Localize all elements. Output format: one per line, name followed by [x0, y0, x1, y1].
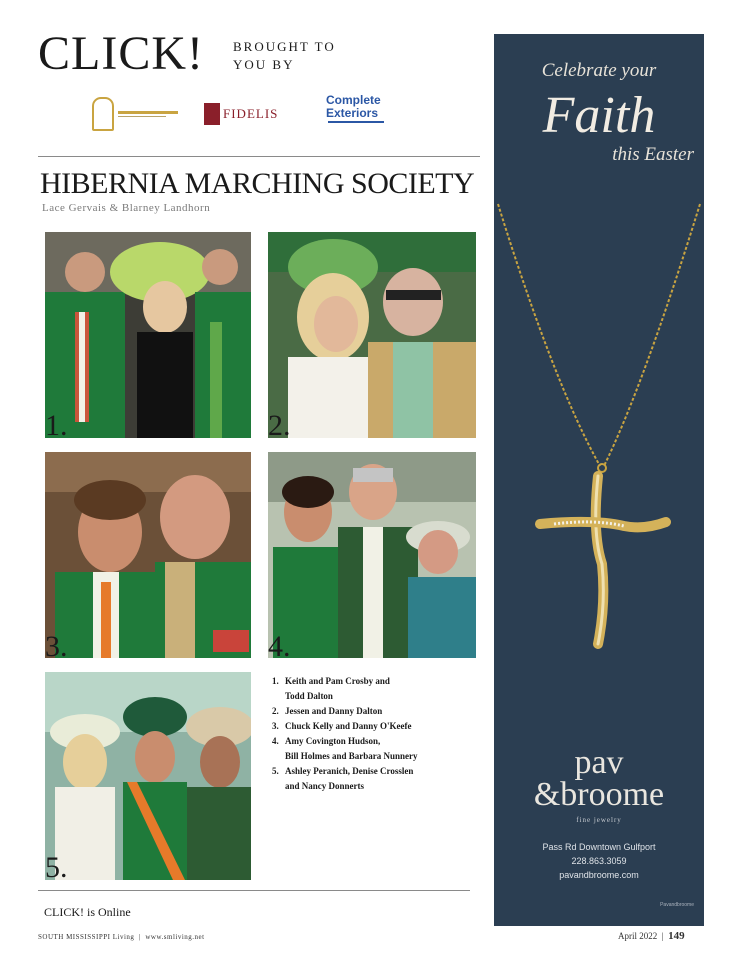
caption-item: 5. Ashley Peranich, Denise Crosslen [272, 766, 414, 776]
photo-1-number: 1. [45, 409, 68, 442]
caption-item: and Nancy Donnerts [285, 781, 365, 791]
caption-item: Todd Dalton [285, 691, 333, 701]
sponsor-exteriors-name: Exteriors [326, 106, 379, 120]
ad-tagline: fine jewelry [576, 816, 622, 824]
photo-captions [272, 674, 472, 794]
tooth-logo-icon [92, 97, 114, 131]
sponsor-complete-exteriors-logo[interactable] [326, 94, 411, 134]
fidelis-logo-icon [204, 103, 220, 125]
photo-3-number: 3. [45, 630, 68, 663]
pav-broome-advertisement[interactable] [494, 34, 704, 926]
ad-headline-3: this Easter [612, 144, 694, 165]
brought-line-1: BROUGHT TO [233, 39, 336, 54]
caption-item: 3. Chuck Kelly and Danny O'Keefe [272, 721, 412, 731]
page-number: 149 [668, 930, 685, 942]
footer-publication: SOUTH MISSISSIPPI Living | www.smliving.net [38, 933, 205, 941]
cross-necklace-icon [494, 184, 704, 704]
footer-issue: April 2022 | 149 [618, 930, 685, 942]
caption-item: 1. Keith and Pam Crosby and [272, 676, 390, 686]
ad-fine-print: Pavandbroome [660, 902, 694, 908]
complete-exteriors-logo-icon [326, 120, 386, 128]
caption-item: Bill Holmes and Barbara Nunnery [285, 751, 418, 761]
publication-website[interactable]: www.smliving.net [145, 933, 205, 941]
publication-name: SOUTH MISSISSIPPI Living [38, 933, 135, 941]
ad-brand-broome: &broome [533, 776, 665, 813]
sponsor-fidelis-name: FIDELIS [223, 106, 279, 121]
ad-website[interactable]: pavandbroome.com [559, 870, 639, 880]
ad-phone[interactable]: 228.863.3059 [571, 856, 627, 866]
caption-item: 2. Jessen and Danny Dalton [272, 706, 383, 716]
bottom-divider [38, 890, 470, 891]
caption-item: 4. Amy Covington Hudson, [272, 736, 381, 746]
brought-to-you-by [233, 38, 363, 74]
photographer-credit: Lace Gervais & Blarney Landhorn [42, 202, 211, 214]
issue-date: April 2022 [618, 931, 658, 941]
ad-address: Pass Rd Downtown Gulfport [542, 842, 656, 852]
sponsor-dental-name [118, 108, 180, 120]
click-online-note[interactable]: CLICK! is Online [44, 905, 131, 919]
click-title: CLICK! [38, 27, 204, 80]
sponsor-dental-logo[interactable] [92, 94, 187, 134]
section-title: HIBERNIA MARCHING SOCIETY [40, 167, 475, 200]
photo-5-number: 5. [45, 851, 68, 884]
photo-2-number: 2. [268, 409, 291, 442]
ad-headline-1: Celebrate your [541, 60, 657, 81]
photo-4-number: 4. [268, 630, 291, 663]
ad-headline-faith: Faith [542, 87, 656, 144]
top-divider [38, 156, 480, 157]
brought-line-2: YOU BY [233, 57, 295, 72]
sponsor-fidelis-logo[interactable] [204, 94, 304, 134]
sponsor-complete-name: Complete [326, 93, 381, 107]
ad-brand-pav: pav [574, 744, 624, 781]
